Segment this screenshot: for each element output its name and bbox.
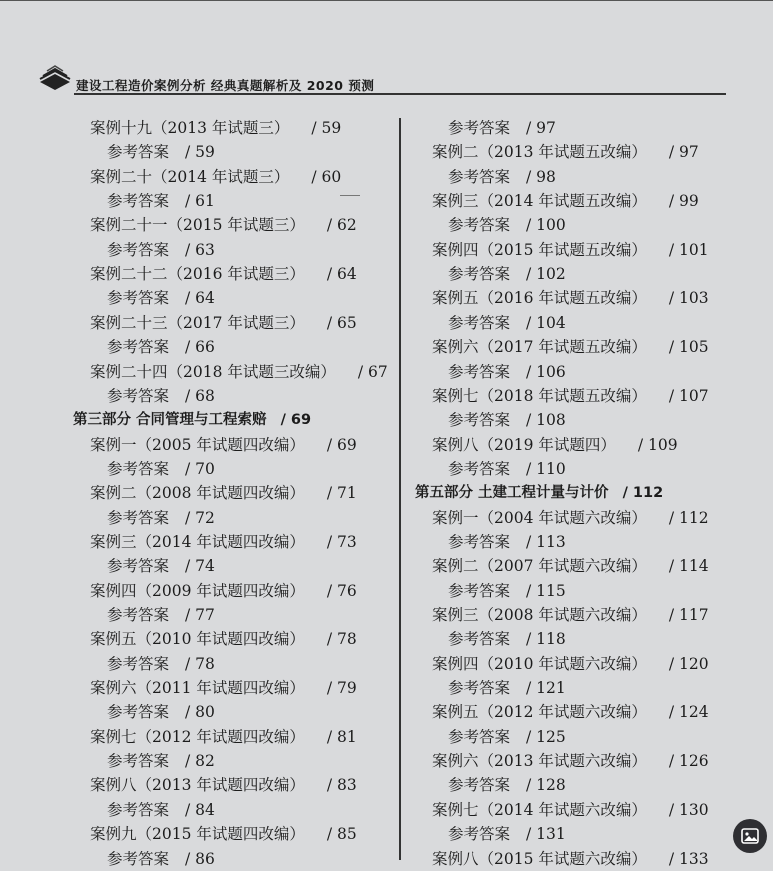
- top-edge-rule: [0, 0, 773, 1]
- toc-entry-title: 参考答案: [107, 459, 170, 478]
- toc-entry-answer: [448, 262, 566, 286]
- toc-entry-title: 参考答案: [448, 167, 511, 186]
- toc-entry-case: [90, 433, 357, 457]
- toc-entry-page: / 77: [185, 606, 215, 624]
- toc-entry-title: 案例二十四（2018 年试题三改编）: [90, 362, 336, 381]
- toc-entry-page: / 108: [526, 411, 566, 430]
- toc-entry-case: [432, 554, 709, 578]
- view-image-button[interactable]: [733, 819, 767, 853]
- toc-entry-title: 参考答案: [107, 338, 170, 357]
- toc-entry-title: 案例四（2010 年试题六改编）: [432, 654, 647, 673]
- toc-entry-answer: [448, 530, 566, 554]
- toc-entry-title: 案例二（2013 年试题五改编）: [432, 143, 647, 162]
- toc-entry-case: [432, 335, 709, 359]
- toc-entry-title: 参考答案: [107, 703, 170, 722]
- toc-entry-page: / 72: [185, 508, 215, 527]
- toc-entry-case: [90, 213, 357, 237]
- toc-entry-answer: [107, 506, 215, 530]
- toc-entry-title: 案例三（2014 年试题五改编）: [432, 192, 647, 211]
- toc-entry-page: / 102: [526, 265, 566, 284]
- toc-entry-title: 参考答案: [107, 606, 170, 624]
- toc-entry-page: / 85: [326, 825, 357, 844]
- toc-entry-title: 第五部分 土建工程计量与计价: [415, 485, 609, 502]
- toc-entry-case: [90, 725, 357, 749]
- toc-entry-answer: [107, 749, 215, 773]
- toc-entry-page: / 120: [668, 654, 709, 673]
- toc-entry-page: / 66: [185, 338, 215, 357]
- toc-entry-answer: [448, 725, 566, 749]
- header-title: 建设工程造价案例分析 经典真题解析及 2020 预测: [76, 78, 375, 93]
- header-rule: [74, 93, 726, 95]
- toc-entry-title: 参考答案: [448, 119, 511, 137]
- toc-entry-title: 第三部分 合同管理与工程索赔: [73, 412, 267, 429]
- toc-entry-case: [432, 847, 709, 871]
- book-stack-logo-icon: [38, 62, 72, 94]
- toc-entry-case: [432, 433, 678, 457]
- toc-entry-case: [432, 603, 709, 627]
- toc-entry-case: [90, 579, 357, 603]
- toc-entry-page: / 103: [668, 289, 709, 308]
- toc-entry-page: / 100: [526, 216, 566, 235]
- toc-entry-title: 参考答案: [107, 800, 170, 819]
- toc-entry-title: 案例六（2017 年试题五改编）: [432, 338, 647, 357]
- toc-entry-page: / 128: [526, 776, 566, 795]
- toc-entry-page: / 105: [668, 338, 709, 357]
- toc-entry-case: [432, 652, 709, 676]
- toc-entry-title: 案例六（2011 年试题四改编）: [90, 679, 305, 698]
- toc-entry-page: / 117: [668, 606, 709, 624]
- toc-entry-case: [90, 116, 341, 140]
- toc-entry-answer: [107, 603, 215, 627]
- toc-entry-page: / 60: [311, 167, 342, 186]
- toc-entry-answer: [448, 676, 566, 700]
- toc-entry-answer: [107, 238, 215, 262]
- toc-entry-case: [90, 481, 357, 505]
- toc-entry-page: / 125: [526, 727, 566, 746]
- toc-entry-page: / 59: [185, 143, 215, 162]
- toc-entry-title: 参考答案: [448, 216, 511, 235]
- toc-entry-answer: [448, 311, 566, 335]
- toc-entry-title: 案例四（2015 年试题五改编）: [432, 240, 647, 259]
- toc-entry-title: 参考答案: [107, 654, 170, 673]
- toc-entry-title: 参考答案: [448, 265, 511, 284]
- toc-entry-page: / 124: [668, 703, 709, 722]
- toc-entry-page: / 113: [526, 532, 566, 551]
- toc-entry-title: 案例七（2018 年试题五改编）: [432, 386, 647, 405]
- toc-entry-title: 参考答案: [107, 557, 170, 576]
- toc-entry-answer: [107, 652, 215, 676]
- toc-entry-page: / 107: [668, 386, 709, 405]
- toc-entry-title: 案例九（2015 年试题四改编）: [90, 825, 305, 844]
- toc-entry-answer: [448, 822, 566, 846]
- toc-entry-title: 参考答案: [448, 362, 511, 381]
- toc-entry-page: / 97: [668, 143, 699, 162]
- toc-entry-page: / 80: [185, 703, 215, 722]
- toc-entry-page: / 114: [668, 557, 709, 576]
- toc-entry-page: / 69: [280, 412, 312, 429]
- toc-entry-title: 参考答案: [448, 313, 511, 332]
- toc-entry-page: / 83: [326, 776, 357, 795]
- toc-entry-case: [90, 311, 357, 335]
- toc-entry-case: [90, 822, 357, 846]
- toc-entry-answer: [107, 847, 215, 871]
- toc-entry-title: 参考答案: [448, 679, 511, 698]
- toc-entry-page: / 106: [526, 362, 566, 381]
- toc-entry-page: / 68: [185, 386, 215, 405]
- toc-entry-answer: [107, 700, 215, 724]
- toc-entry-title: 参考答案: [107, 240, 170, 259]
- toc-entry-page: / 74: [185, 557, 215, 576]
- toc-entry-answer: [448, 165, 556, 189]
- toc-entry-title: 案例二（2008 年试题四改编）: [90, 484, 305, 503]
- toc-entry-title: 案例七（2014 年试题六改编）: [432, 800, 647, 819]
- toc-entry-page: / 67: [357, 362, 388, 381]
- toc-entry-page: / 130: [668, 800, 709, 819]
- toc-entry-answer: [448, 627, 566, 651]
- toc-entry-page: / 63: [185, 240, 215, 259]
- toc-entry-case: [432, 506, 709, 530]
- toc-entry-title: 案例八（2013 年试题四改编）: [90, 776, 305, 795]
- toc-entry-page: / 59: [311, 119, 342, 137]
- toc-entry-title: 案例三（2014 年试题四改编）: [90, 532, 305, 551]
- toc-entry-case: [90, 262, 357, 286]
- toc-entry-page: / 71: [326, 484, 357, 503]
- toc-entry-page: / 79: [326, 679, 357, 698]
- toc-entry-page: / 112: [622, 485, 664, 502]
- toc-entry-page: / 82: [185, 752, 215, 771]
- toc-entry-title: 案例七（2012 年试题四改编）: [90, 727, 305, 746]
- toc-entry-title: 案例十九（2013 年试题三）: [90, 119, 290, 137]
- toc-entry-page: / 69: [326, 435, 357, 454]
- toc-entry-title: 参考答案: [107, 192, 170, 211]
- toc-entry-page: / 70: [185, 459, 215, 478]
- toc-entry-case: [432, 798, 709, 822]
- toc-entry-answer: [107, 140, 215, 164]
- toc-entry-title: 案例五（2016 年试题五改编）: [432, 289, 647, 308]
- toc-entry-title: 案例二十二（2016 年试题三）: [90, 265, 305, 284]
- toc-entry-answer: [448, 408, 566, 432]
- toc-entry-part: [73, 408, 311, 432]
- toc-entry-case: [432, 286, 709, 310]
- toc-entry-answer: [448, 773, 566, 797]
- toc-entry-title: 案例四（2009 年试题四改编）: [90, 581, 305, 600]
- toc-entry-page: / 78: [326, 630, 357, 649]
- image-icon: [741, 828, 759, 844]
- toc-entry-page: / 121: [526, 679, 566, 698]
- toc-entry-title: 案例一（2005 年试题四改编）: [90, 435, 305, 454]
- toc-entry-page: / 64: [185, 289, 215, 308]
- toc-entry-case: [432, 384, 709, 408]
- toc-entry-title: 参考答案: [448, 776, 511, 795]
- toc-entry-page: / 131: [526, 825, 566, 844]
- toc-entry-case: [90, 773, 357, 797]
- toc-entry-title: 参考答案: [448, 532, 511, 551]
- toc-entry-page: / 64: [326, 265, 357, 284]
- toc-entry-page: / 81: [326, 727, 357, 746]
- toc-entry-page: / 86: [185, 849, 215, 868]
- toc-entry-title: 案例六（2013 年试题六改编）: [432, 752, 647, 771]
- toc-entry-title: 案例一（2004 年试题六改编）: [432, 508, 647, 527]
- toc-entry-page: / 133: [668, 849, 709, 868]
- toc-entry-title: 参考答案: [448, 411, 511, 430]
- toc-entry-title: 案例二十一（2015 年试题三）: [90, 216, 305, 235]
- toc-entry-title: 参考答案: [107, 508, 170, 527]
- toc-entry-title: 参考答案: [448, 459, 511, 478]
- toc-entry-answer: [448, 457, 566, 481]
- toc-entry-answer: [448, 213, 566, 237]
- toc-entry-page: / 101: [668, 240, 709, 259]
- toc-entry-title: 案例二（2007 年试题六改编）: [432, 557, 647, 576]
- toc-entry-page: / 118: [526, 630, 566, 649]
- toc-entry-title: 参考答案: [107, 752, 170, 771]
- toc-entry-case: [90, 165, 341, 189]
- column-divider: [399, 118, 401, 860]
- toc-entry-title: 案例二十三（2017 年试题三）: [90, 313, 305, 332]
- toc-entry-title: 参考答案: [107, 289, 170, 308]
- toc-entry-part: [415, 481, 663, 505]
- toc-entry-case: [432, 749, 709, 773]
- toc-entry-page: / 99: [668, 192, 699, 211]
- toc-entry-answer: [107, 189, 215, 213]
- toc-entry-case: [432, 140, 699, 164]
- toc-entry-page: / 98: [526, 167, 556, 186]
- toc-entry-page: / 65: [326, 313, 357, 332]
- toc-entry-answer: [107, 384, 215, 408]
- toc-entry-title: 参考答案: [448, 630, 511, 649]
- stray-pencil-mark: [340, 195, 360, 196]
- toc-entry-case: [90, 627, 357, 651]
- toc-entry-title: 案例八（2019 年试题四）: [432, 435, 616, 454]
- toc-entry-answer: [107, 335, 215, 359]
- toc-entry-case: [432, 700, 709, 724]
- toc-entry-page: / 104: [526, 313, 566, 332]
- toc-entry-page: / 62: [326, 216, 357, 235]
- toc-entry-title: 参考答案: [107, 143, 170, 162]
- toc-entry-answer: [107, 457, 215, 481]
- toc-entry-page: / 78: [185, 654, 215, 673]
- toc-entry-title: 参考答案: [448, 727, 511, 746]
- toc-entry-answer: [448, 360, 566, 384]
- toc-entry-answer: [448, 579, 566, 603]
- toc-entry-page: / 112: [668, 508, 709, 527]
- toc-entry-page: / 61: [185, 192, 215, 211]
- toc-entry-page: / 84: [185, 800, 215, 819]
- running-header: [38, 62, 728, 96]
- toc-entry-title: 案例五（2012 年试题六改编）: [432, 703, 647, 722]
- toc-entry-answer: [107, 286, 215, 310]
- toc-entry-title: 参考答案: [448, 581, 511, 600]
- toc-entry-title: 案例二十（2014 年试题三）: [90, 167, 290, 186]
- toc-entry-answer: [107, 554, 215, 578]
- toc-entry-page: / 110: [526, 459, 566, 478]
- toc-entry-page: / 97: [526, 119, 556, 137]
- toc-entry-answer: [448, 116, 556, 140]
- toc-entry-page: / 115: [526, 581, 566, 600]
- toc-entry-title: 参考答案: [107, 849, 170, 868]
- toc-entry-title: 案例三（2008 年试题六改编）: [432, 606, 647, 624]
- toc-entry-case: [90, 530, 357, 554]
- toc-entry-case: [432, 189, 699, 213]
- toc-entry-answer: [107, 798, 215, 822]
- toc-entry-title: 案例八（2015 年试题六改编）: [432, 849, 647, 868]
- toc-entry-page: / 126: [668, 752, 709, 771]
- toc-entry-case: [90, 676, 357, 700]
- toc-entry-case: [432, 238, 709, 262]
- toc-entry-case: [90, 360, 388, 384]
- toc-entry-title: 参考答案: [448, 825, 511, 844]
- toc-entry-page: / 76: [326, 581, 357, 600]
- toc-entry-page: / 109: [637, 435, 678, 454]
- toc-entry-title: 参考答案: [107, 386, 170, 405]
- toc-entry-title: 案例五（2010 年试题四改编）: [90, 630, 305, 649]
- toc-entry-page: / 73: [326, 532, 357, 551]
